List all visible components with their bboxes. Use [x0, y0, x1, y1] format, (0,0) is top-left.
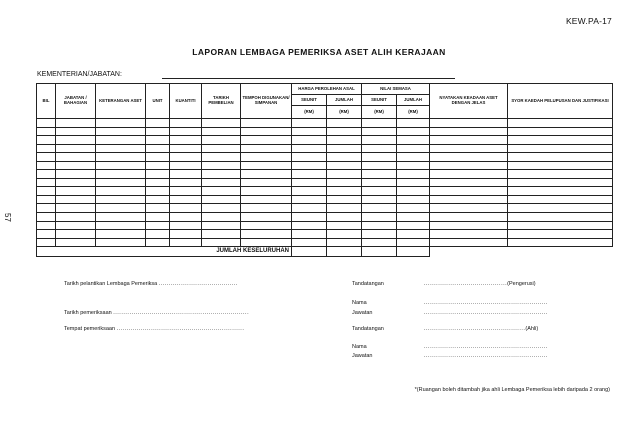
cell-syor-kaedah[interactable]	[508, 178, 613, 187]
cell-tempoh[interactable]	[241, 187, 292, 196]
cell-tarikh-pembelian[interactable]	[202, 144, 241, 153]
cell-syor-kaedah[interactable]	[508, 119, 613, 128]
subcol-nilai-jumlah: JUMLAH	[397, 95, 430, 106]
cell-tarikh-pembelian[interactable]	[202, 195, 241, 204]
cell-harga-jumlah[interactable]	[327, 187, 362, 196]
cell-keterangan[interactable]	[96, 153, 146, 162]
cell-keterangan[interactable]	[96, 178, 146, 187]
cell-harga-seunit[interactable]	[292, 136, 327, 145]
cell-kuantiti[interactable]	[170, 178, 202, 187]
cell-jabatan[interactable]	[56, 119, 96, 128]
cell-harga-jumlah[interactable]	[327, 178, 362, 187]
cell-tarikh-pembelian[interactable]	[202, 178, 241, 187]
cell-kuantiti[interactable]	[170, 195, 202, 204]
cell-nyatakan-keadaan[interactable]	[430, 136, 508, 145]
tempat-pemeriksaan-label: Tempat pemeriksaan	[64, 326, 116, 332]
cell-tarikh-pembelian[interactable]	[202, 187, 241, 196]
cell-nilai-jumlah[interactable]	[397, 178, 430, 187]
cell-harga-seunit[interactable]	[292, 127, 327, 136]
cell-nilai-jumlah[interactable]	[397, 238, 430, 247]
cell-kuantiti[interactable]	[170, 221, 202, 230]
cell-jabatan[interactable]	[56, 221, 96, 230]
col-nyatakan-keadaan: NYATAKAN KEADAAN ASET DENGAN JELAS	[430, 84, 508, 119]
cell-nilai-jumlah[interactable]	[397, 161, 430, 170]
cell-syor-kaedah[interactable]	[508, 195, 613, 204]
col-tempoh: TEMPOH DIGUNAKAN/ SIMPANAN	[241, 84, 292, 119]
cell-harga-jumlah[interactable]	[327, 170, 362, 179]
cell-harga-seunit[interactable]	[292, 161, 327, 170]
col-syor-kaedah: SYOR KAEDAH PELUPUSAN DAN JUSTIFIKASI	[508, 84, 613, 119]
cell-keterangan[interactable]	[96, 230, 146, 239]
cell-harga-jumlah[interactable]	[327, 161, 362, 170]
tarikh-pelantikan-field[interactable]	[64, 281, 238, 287]
jawatan-ahli-label: Jawatan	[352, 353, 373, 359]
cell-keterangan[interactable]	[96, 144, 146, 153]
cell-unit[interactable]	[146, 187, 170, 196]
cell-tempoh[interactable]	[241, 195, 292, 204]
cell-keterangan[interactable]	[96, 238, 146, 247]
asset-table-body	[37, 119, 613, 247]
subcol-harga-seunit: SEUNIT	[292, 95, 327, 106]
cell-tempoh[interactable]	[241, 204, 292, 213]
nama-pengerusi-dots: .............................................................	[424, 300, 548, 306]
cell-jabatan[interactable]	[56, 195, 96, 204]
cell-bil[interactable]	[37, 187, 56, 196]
cell-keterangan[interactable]	[96, 195, 146, 204]
table-row	[37, 221, 613, 230]
cell-syor-kaedah[interactable]	[508, 238, 613, 247]
cell-nilai-seunit[interactable]	[362, 178, 397, 187]
cell-keterangan[interactable]	[96, 127, 146, 136]
ministry-label: KEMENTERIAN/JABATAN:	[37, 71, 122, 78]
cell-unit[interactable]	[146, 127, 170, 136]
cell-kuantiti[interactable]	[170, 153, 202, 162]
cell-harga-seunit[interactable]	[292, 170, 327, 179]
cell-unit[interactable]	[146, 153, 170, 162]
form-title: LAPORAN LEMBAGA PEMERIKSA ASET ALIH KERAJAAN	[192, 47, 446, 57]
cell-nilai-seunit[interactable]	[362, 187, 397, 196]
table-row	[37, 230, 613, 239]
table-row	[37, 213, 613, 222]
cell-nyatakan-keadaan[interactable]	[430, 230, 508, 239]
cell-nilai-seunit[interactable]	[362, 195, 397, 204]
cell-nilai-jumlah[interactable]	[397, 204, 430, 213]
cell-bil[interactable]	[37, 119, 56, 128]
cell-nyatakan-keadaan[interactable]	[430, 127, 508, 136]
cell-syor-kaedah[interactable]	[508, 144, 613, 153]
cell-jabatan[interactable]	[56, 161, 96, 170]
cell-tempoh[interactable]	[241, 153, 292, 162]
col-keterangan: KETERANGAN ASET	[96, 84, 146, 119]
cell-bil[interactable]	[37, 161, 56, 170]
cell-syor-kaedah[interactable]	[508, 153, 613, 162]
cell-bil[interactable]	[37, 178, 56, 187]
cell-keterangan[interactable]	[96, 221, 146, 230]
cell-unit[interactable]	[146, 195, 170, 204]
tandatangan-pengerusi-dots: .........................................	[424, 281, 508, 287]
cell-unit[interactable]	[146, 178, 170, 187]
cell-jabatan[interactable]	[56, 144, 96, 153]
cell-nilai-jumlah[interactable]	[397, 144, 430, 153]
cell-harga-jumlah[interactable]	[327, 195, 362, 204]
cell-harga-jumlah[interactable]	[327, 127, 362, 136]
jawatan-pengerusi-label: Jawatan	[352, 310, 373, 316]
cell-nilai-seunit[interactable]	[362, 127, 397, 136]
cell-kuantiti[interactable]	[170, 161, 202, 170]
cell-harga-jumlah[interactable]	[327, 230, 362, 239]
subcol-harga-jumlah: JUMLAH	[327, 95, 362, 106]
cell-bil[interactable]	[37, 230, 56, 239]
cell-unit[interactable]	[146, 204, 170, 213]
cell-nilai-seunit[interactable]	[362, 136, 397, 145]
col-harga-perolehan: HARGA PEROLEHAN ASAL	[292, 84, 362, 95]
cell-nilai-jumlah[interactable]	[397, 119, 430, 128]
cell-kuantiti[interactable]	[170, 144, 202, 153]
cell-harga-jumlah[interactable]	[327, 144, 362, 153]
cell-tempoh[interactable]	[241, 221, 292, 230]
cell-kuantiti[interactable]	[170, 127, 202, 136]
cell-jabatan[interactable]	[56, 170, 96, 179]
cell-kuantiti[interactable]	[170, 136, 202, 145]
total-blank-nyatakan	[430, 247, 508, 257]
cell-bil[interactable]	[37, 238, 56, 247]
nama-ahli-dots: .............................................................	[424, 344, 548, 350]
cell-harga-seunit[interactable]	[292, 144, 327, 153]
table-row	[37, 187, 613, 196]
cell-bil[interactable]	[37, 153, 56, 162]
tarikh-pemeriksaan-dots: ...................................................................	[113, 310, 250, 316]
cell-harga-seunit[interactable]	[292, 187, 327, 196]
cell-nilai-jumlah[interactable]	[397, 230, 430, 239]
table-row	[37, 170, 613, 179]
cell-keterangan[interactable]	[96, 119, 146, 128]
table-row	[37, 161, 613, 170]
cell-harga-jumlah[interactable]	[327, 221, 362, 230]
table-row	[37, 127, 613, 136]
subcol-nilai-seunit: SEUNIT	[362, 95, 397, 106]
cell-keterangan[interactable]	[96, 204, 146, 213]
cell-nyatakan-keadaan[interactable]	[430, 221, 508, 230]
cell-jabatan[interactable]	[56, 204, 96, 213]
tarikh-pelantikan-label: Tarikh pelantikan Lembaga Pemeriksa	[64, 281, 158, 287]
currency-nilai-seunit: (RM)	[362, 106, 397, 119]
cell-nilai-jumlah[interactable]	[397, 153, 430, 162]
cell-keterangan[interactable]	[96, 187, 146, 196]
cell-bil[interactable]	[37, 221, 56, 230]
cell-harga-seunit[interactable]	[292, 230, 327, 239]
currency-nilai-jumlah: (RM)	[397, 106, 430, 119]
cell-nilai-seunit[interactable]	[362, 204, 397, 213]
tempat-pemeriksaan-dots: ...............................................................	[116, 326, 245, 332]
cell-syor-kaedah[interactable]	[508, 204, 613, 213]
nama-ahli-label: Nama	[352, 344, 367, 350]
cell-nyatakan-keadaan[interactable]	[430, 170, 508, 179]
cell-nilai-seunit[interactable]	[362, 170, 397, 179]
cell-jabatan[interactable]	[56, 187, 96, 196]
cell-unit[interactable]	[146, 136, 170, 145]
col-jabatan: JABATAN / BAHAGIAN	[56, 84, 96, 119]
cell-tempoh[interactable]	[241, 119, 292, 128]
total-blank-syor	[508, 247, 613, 257]
cell-tarikh-pembelian[interactable]	[202, 136, 241, 145]
cell-tarikh-pembelian[interactable]	[202, 238, 241, 247]
cell-unit[interactable]	[146, 170, 170, 179]
cell-unit[interactable]	[146, 161, 170, 170]
cell-tarikh-pembelian[interactable]	[202, 204, 241, 213]
cell-kuantiti[interactable]	[170, 170, 202, 179]
cell-nilai-jumlah[interactable]	[397, 221, 430, 230]
cell-unit[interactable]	[146, 119, 170, 128]
cell-keterangan[interactable]	[96, 213, 146, 222]
ahli-label: (Ahli)	[525, 326, 539, 332]
form-code: KEW.PA-17	[565, 16, 612, 26]
cell-syor-kaedah[interactable]	[508, 136, 613, 145]
cell-harga-seunit[interactable]	[292, 213, 327, 222]
cell-kuantiti[interactable]	[170, 187, 202, 196]
cell-tarikh-pembelian[interactable]	[202, 161, 241, 170]
cell-unit[interactable]	[146, 213, 170, 222]
table-row	[37, 144, 613, 153]
cell-tarikh-pembelian[interactable]	[202, 213, 241, 222]
currency-harga-seunit: (RM)	[292, 106, 327, 119]
cell-harga-jumlah[interactable]	[327, 119, 362, 128]
currency-harga-jumlah: (RM)	[327, 106, 362, 119]
cell-nyatakan-keadaan[interactable]	[430, 119, 508, 128]
cell-harga-jumlah[interactable]	[327, 238, 362, 247]
cell-nyatakan-keadaan[interactable]	[430, 178, 508, 187]
cell-bil[interactable]	[37, 195, 56, 204]
cell-nilai-jumlah[interactable]	[397, 187, 430, 196]
nama-pengerusi-label: Nama	[352, 300, 367, 306]
page-number: 57	[2, 213, 12, 222]
ministry-input-line[interactable]	[162, 78, 455, 79]
cell-harga-seunit[interactable]	[292, 204, 327, 213]
cell-syor-kaedah[interactable]	[508, 187, 613, 196]
cell-tempoh[interactable]	[241, 136, 292, 145]
tandatangan-ahli-field[interactable]	[424, 326, 538, 332]
total-label: JUMLAH KESELURUHAN	[37, 247, 292, 257]
cell-tarikh-pembelian[interactable]	[202, 170, 241, 179]
cell-nilai-seunit[interactable]	[362, 144, 397, 153]
cell-tempoh[interactable]	[241, 161, 292, 170]
cell-nilai-seunit[interactable]	[362, 153, 397, 162]
cell-syor-kaedah[interactable]	[508, 213, 613, 222]
cell-nilai-jumlah[interactable]	[397, 136, 430, 145]
asset-table	[36, 83, 613, 257]
cell-keterangan[interactable]	[96, 170, 146, 179]
jawatan-ahli-dots: .............................................................	[424, 353, 548, 359]
col-unit: UNIT	[146, 84, 170, 119]
tandatangan-ahli-label: Tandatangan	[352, 326, 384, 332]
table-row	[37, 136, 613, 145]
cell-kuantiti[interactable]	[170, 204, 202, 213]
cell-syor-kaedah[interactable]	[508, 221, 613, 230]
cell-nilai-seunit[interactable]	[362, 213, 397, 222]
cell-kuantiti[interactable]	[170, 230, 202, 239]
cell-nilai-seunit[interactable]	[362, 161, 397, 170]
col-bil: BIL	[37, 84, 56, 119]
total-harga-jumlah[interactable]	[327, 247, 362, 257]
cell-jabatan[interactable]	[56, 178, 96, 187]
cell-bil[interactable]	[37, 170, 56, 179]
table-row	[37, 195, 613, 204]
cell-nyatakan-keadaan[interactable]	[430, 161, 508, 170]
cell-nyatakan-keadaan[interactable]	[430, 238, 508, 247]
cell-nilai-jumlah[interactable]	[397, 195, 430, 204]
tarikh-pemeriksaan-field[interactable]	[64, 310, 249, 316]
cell-tempoh[interactable]	[241, 238, 292, 247]
cell-bil[interactable]	[37, 204, 56, 213]
cell-nilai-jumlah[interactable]	[397, 127, 430, 136]
cell-harga-jumlah[interactable]	[327, 213, 362, 222]
cell-nyatakan-keadaan[interactable]	[430, 213, 508, 222]
col-tarikh-pembelian: TARIKH PEMBELIAN	[202, 84, 241, 119]
jawatan-ahli-field[interactable]	[424, 353, 548, 359]
cell-tempoh[interactable]	[241, 213, 292, 222]
cell-nyatakan-keadaan[interactable]	[430, 204, 508, 213]
cell-jabatan[interactable]	[56, 136, 96, 145]
cell-unit[interactable]	[146, 144, 170, 153]
cell-jabatan[interactable]	[56, 238, 96, 247]
cell-harga-seunit[interactable]	[292, 238, 327, 247]
cell-nilai-jumlah[interactable]	[397, 170, 430, 179]
cell-tempoh[interactable]	[241, 230, 292, 239]
footnote: *(Ruangan boleh ditambah jika ahli Lembaga Pemeriksa lebih daripada 2 orang)	[414, 387, 610, 393]
cell-jabatan[interactable]	[56, 153, 96, 162]
total-nilai-jumlah[interactable]	[397, 247, 430, 257]
cell-nyatakan-keadaan[interactable]	[430, 153, 508, 162]
cell-jabatan[interactable]	[56, 213, 96, 222]
cell-harga-seunit[interactable]	[292, 178, 327, 187]
cell-tempoh[interactable]	[241, 170, 292, 179]
table-row	[37, 119, 613, 128]
cell-nyatakan-keadaan[interactable]	[430, 195, 508, 204]
cell-unit[interactable]	[146, 230, 170, 239]
cell-keterangan[interactable]	[96, 161, 146, 170]
cell-kuantiti[interactable]	[170, 119, 202, 128]
cell-jabatan[interactable]	[56, 127, 96, 136]
table-row	[37, 153, 613, 162]
cell-bil[interactable]	[37, 136, 56, 145]
cell-harga-jumlah[interactable]	[327, 204, 362, 213]
jawatan-pengerusi-dots: .............................................................	[424, 310, 548, 316]
cell-nyatakan-keadaan[interactable]	[430, 187, 508, 196]
tarikh-pemeriksaan-label: Tarikh pemeriksaan	[64, 310, 112, 316]
cell-nilai-seunit[interactable]	[362, 230, 397, 239]
cell-harga-seunit[interactable]	[292, 119, 327, 128]
cell-syor-kaedah[interactable]	[508, 170, 613, 179]
tandatangan-ahli-dots: ..................................................	[424, 326, 526, 332]
tarikh-pelantikan-dots: .......................................	[158, 281, 238, 287]
cell-bil[interactable]	[37, 127, 56, 136]
cell-tempoh[interactable]	[241, 178, 292, 187]
cell-kuantiti[interactable]	[170, 213, 202, 222]
total-harga-seunit[interactable]	[292, 247, 327, 257]
cell-nilai-seunit[interactable]	[362, 238, 397, 247]
cell-jabatan[interactable]	[56, 230, 96, 239]
cell-tarikh-pembelian[interactable]	[202, 221, 241, 230]
cell-tarikh-pembelian[interactable]	[202, 119, 241, 128]
cell-nyatakan-keadaan[interactable]	[430, 144, 508, 153]
cell-kuantiti[interactable]	[170, 238, 202, 247]
cell-syor-kaedah[interactable]	[508, 230, 613, 239]
cell-harga-jumlah[interactable]	[327, 136, 362, 145]
cell-unit[interactable]	[146, 221, 170, 230]
total-nilai-seunit[interactable]	[362, 247, 397, 257]
cell-syor-kaedah[interactable]	[508, 161, 613, 170]
cell-bil[interactable]	[37, 144, 56, 153]
jawatan-pengerusi-field[interactable]	[424, 310, 548, 316]
cell-syor-kaedah[interactable]	[508, 127, 613, 136]
nama-pengerusi-field[interactable]	[424, 300, 548, 306]
table-row	[37, 178, 613, 187]
pengerusi-label: (Pengerusi)	[507, 281, 536, 287]
col-kuantiti: KUANTITI	[170, 84, 202, 119]
cell-nilai-seunit[interactable]	[362, 221, 397, 230]
cell-tarikh-pembelian[interactable]	[202, 127, 241, 136]
cell-nilai-seunit[interactable]	[362, 119, 397, 128]
col-nilai-semasa: NILAI SEMASA	[362, 84, 430, 95]
table-row	[37, 238, 613, 247]
cell-tempoh[interactable]	[241, 127, 292, 136]
cell-unit[interactable]	[146, 238, 170, 247]
table-row	[37, 204, 613, 213]
cell-bil[interactable]	[37, 213, 56, 222]
cell-tarikh-pembelian[interactable]	[202, 230, 241, 239]
tandatangan-pengerusi-field[interactable]	[424, 281, 536, 287]
cell-harga-seunit[interactable]	[292, 221, 327, 230]
nama-ahli-field[interactable]	[424, 344, 548, 350]
cell-harga-jumlah[interactable]	[327, 153, 362, 162]
cell-tarikh-pembelian[interactable]	[202, 153, 241, 162]
cell-harga-seunit[interactable]	[292, 195, 327, 204]
cell-harga-seunit[interactable]	[292, 153, 327, 162]
tandatangan-pengerusi-label: Tandatangan	[352, 281, 384, 287]
cell-tempoh[interactable]	[241, 144, 292, 153]
tempat-pemeriksaan-field[interactable]	[64, 326, 244, 332]
cell-keterangan[interactable]	[96, 136, 146, 145]
cell-nilai-jumlah[interactable]	[397, 213, 430, 222]
